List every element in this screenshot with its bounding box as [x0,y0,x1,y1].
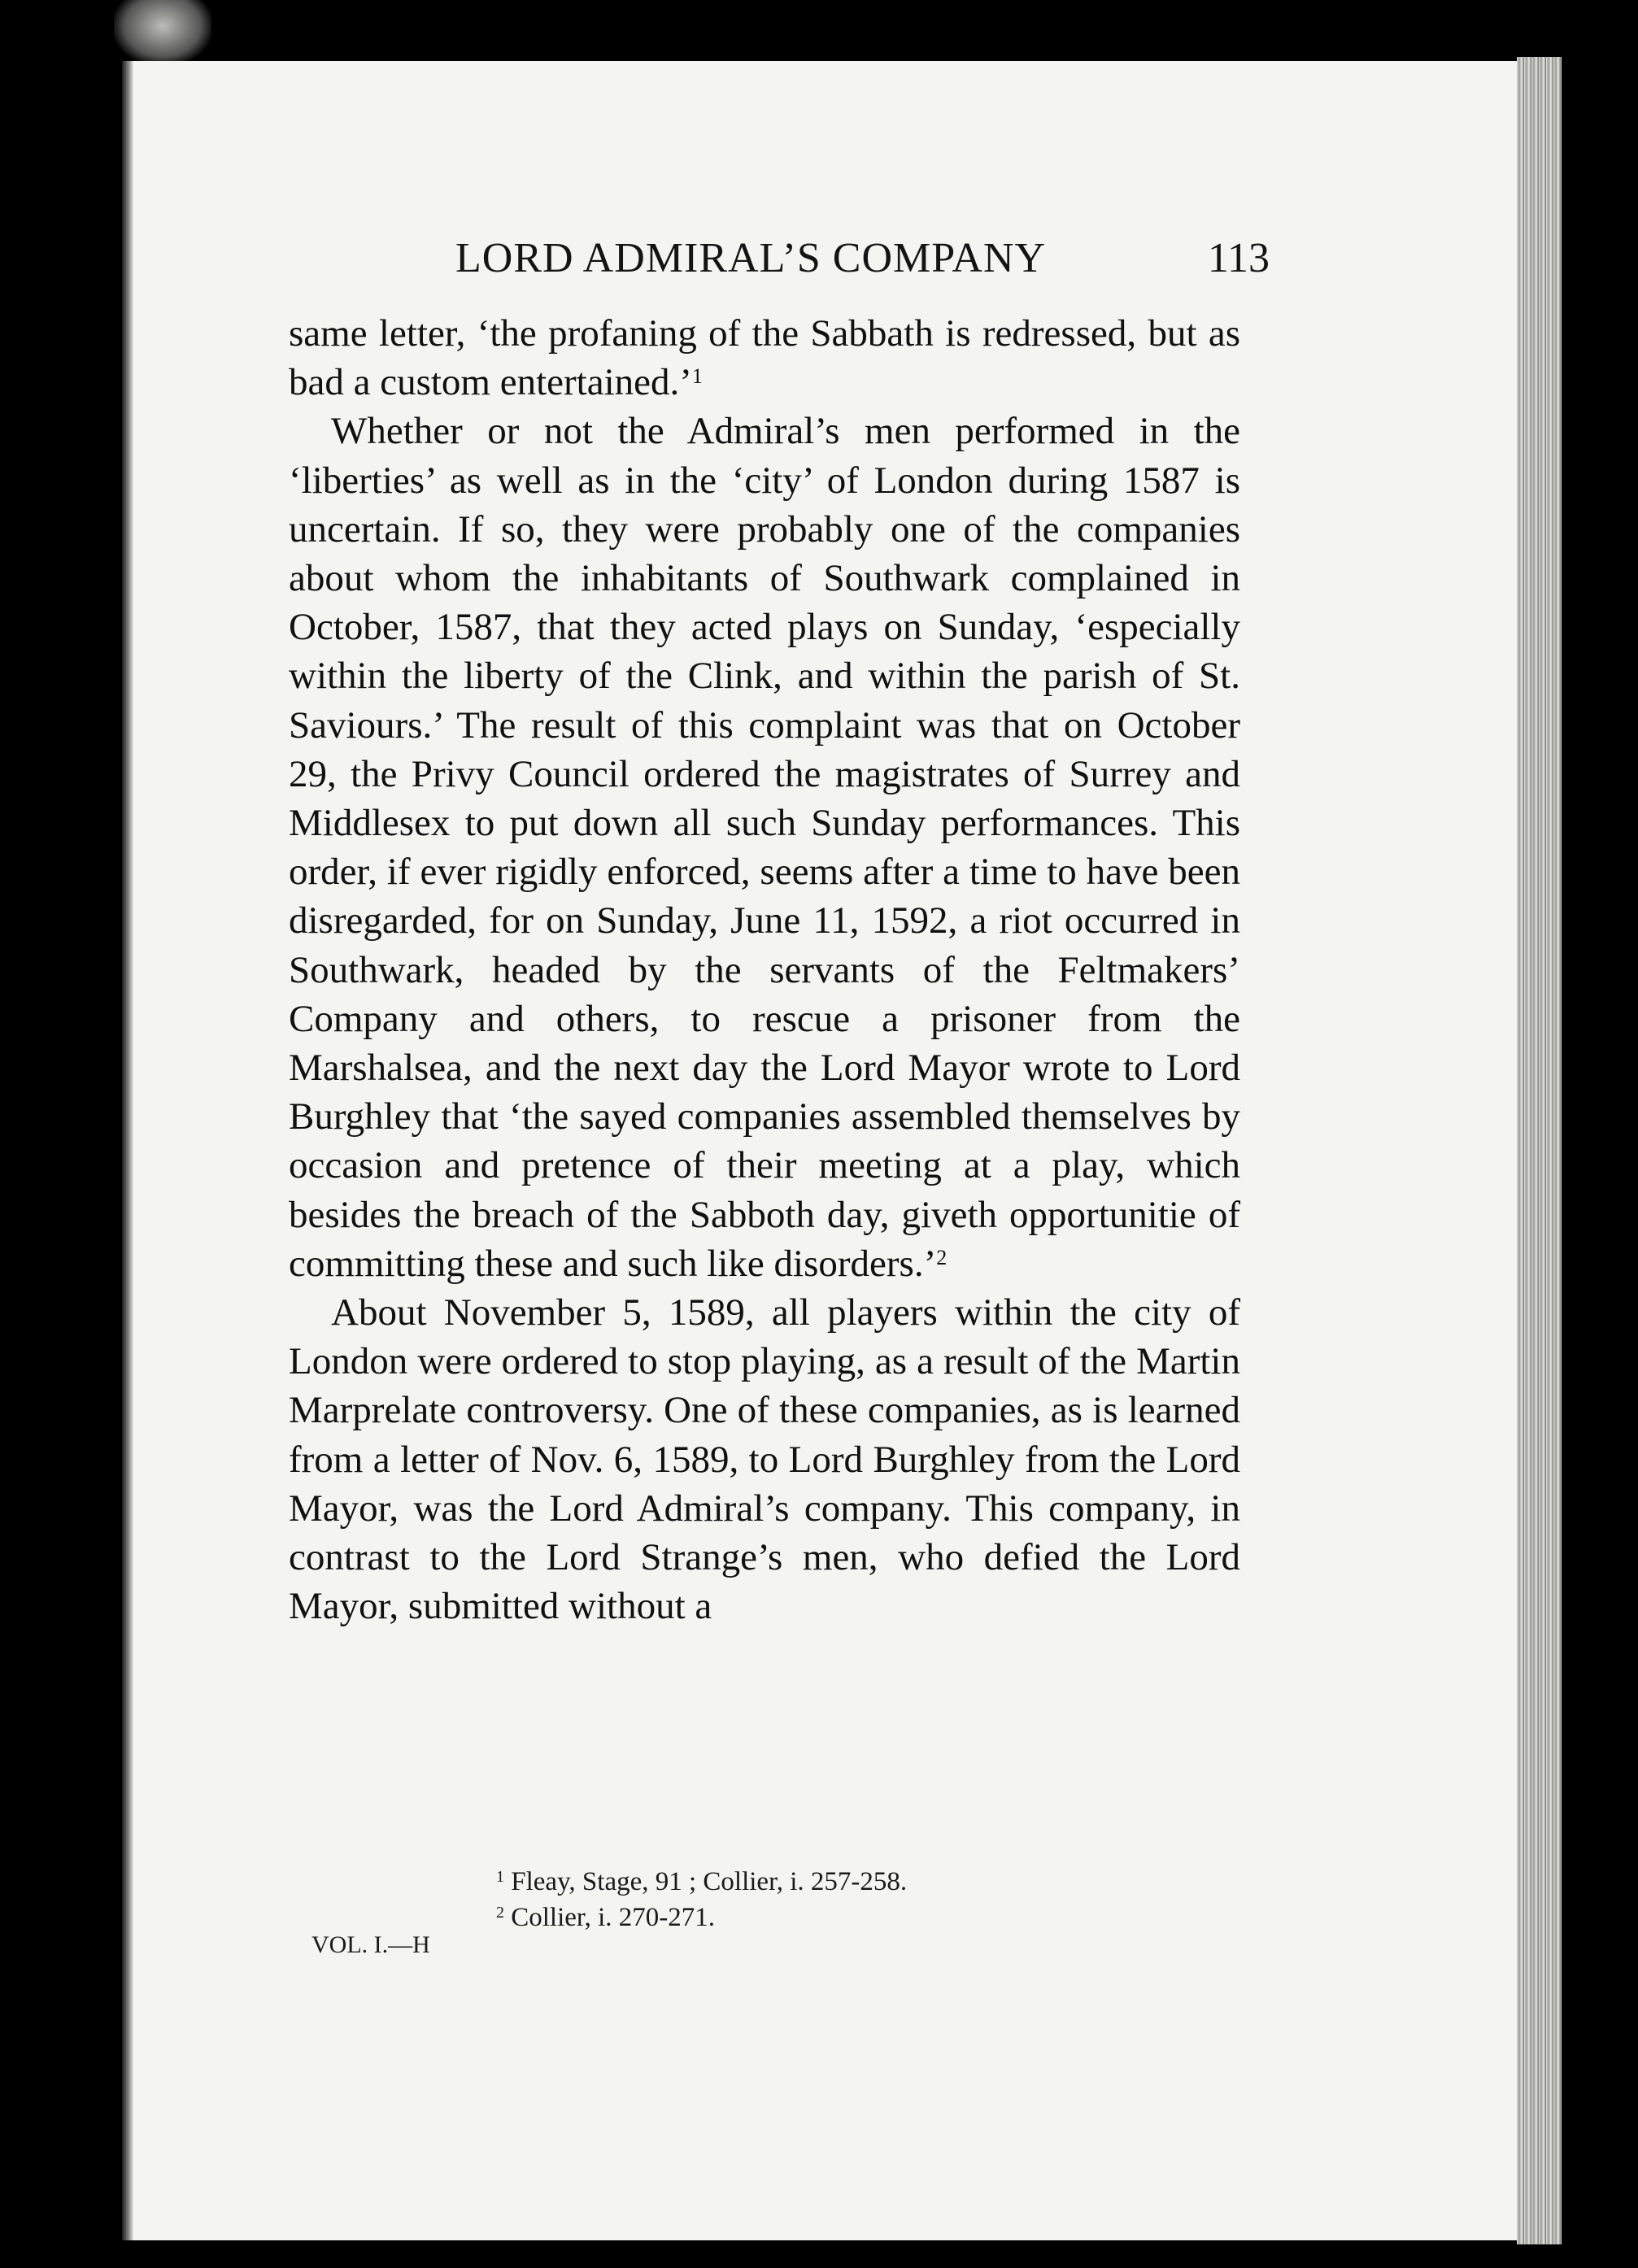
footnote [496,1864,1228,1900]
footnote-text: Fleay, Stage, 91 ; Collier, i. 257-258. [511,1867,908,1896]
page-edges [1517,57,1562,2244]
footnote-mark: 2 [496,1904,504,1922]
paragraph-text: Whether or not the Admiral’s men performed in the ‘liberties’ as well as in the ‘city’ of London during 1587 is uncertain. If so, they were probably one of the companies about whom the inhabitants of Southwark complained in October, 1587, that they acted plays on Sunday, ‘especially within the liberty of the Clink, and within the parish of St. Saviours.’ The result of this complaint was that on October 29, the Privy Council ordered the magistrates of Surrey and Middlesex to put down all such Sunday performances. This order, if ever rigidly enforced, seems after a time to have been disregarded, for on Sunday, June 11, 1592, a riot occurred in Southwark, headed by the servants of the Feltmakers’ Company and others, to rescue a prisoner from the Marshalsea, and the next day the Lord Mayor wrote to Lord Burghley that ‘the sayed companies assembled themselves by occasion and pretence of their meeting at a play, which besides the breach of the Sabboth day, giveth opportunitie of committing these and such like disorders.’ [289,410,1240,1285]
footnote-ref: 2 [936,1245,948,1269]
paragraph [289,309,1240,407]
paragraph-text: About November 5, 1589, all players within the city of London were ordered to stop playing, as a result of the Martin Marprelate controversy. One of these companies, as is learned from a letter of Nov. 6, 1589, to Lord Burghley from the Lord Mayor, was the Lord Admiral’s company. This company, in contrast to the Lord Strange’s men, who defied the Lord Mayor, submitted without a [289,1291,1240,1628]
footnotes [496,1864,1228,1935]
binding-gutter [122,61,133,2240]
footnote-mark: 1 [496,1868,504,1886]
body-text [289,309,1240,1630]
paragraph-text: same letter, ‘the profaning of the Sabbath is redressed, but as bad a custom entertained.’ [289,312,1240,404]
page-stain [114,0,211,65]
footnote-ref: 1 [691,364,703,389]
signature-mark: VOL. I.—H [311,1931,430,1958]
running-title: LORD ADMIRAL’S COMPANY [455,235,1047,281]
paragraph [289,407,1240,1288]
page-number: 113 [1207,235,1270,281]
running-header [289,234,1270,291]
paragraph [289,1288,1240,1630]
footnote [496,1900,1228,1935]
footnote-text: Collier, i. 270-271. [511,1903,715,1932]
